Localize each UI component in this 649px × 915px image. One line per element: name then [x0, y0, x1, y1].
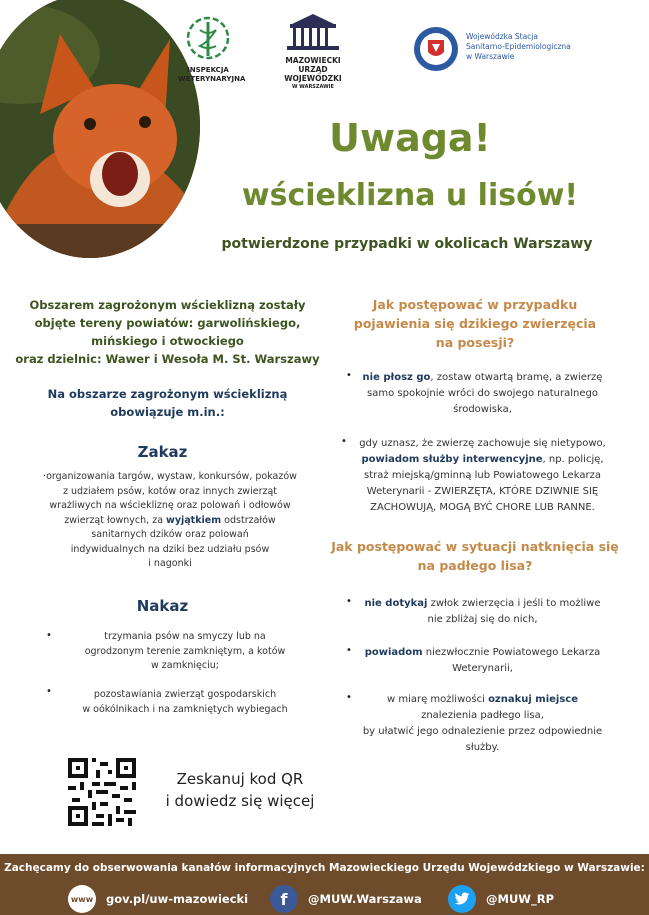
page-subtitle: wścieklizna u lisów! — [241, 178, 579, 213]
obowiazuje-line: Na obszarze zagrożonym wścieklizną — [47, 387, 288, 401]
b3-line: by ułatwić jego odnalezienie przez odpowiednie — [362, 726, 603, 737]
tagline: potwierdzone przypadki w okolicach Warszawy — [221, 236, 593, 252]
facebook-label: @MUW.Warszawa — [308, 892, 422, 906]
twitter-label: @MUW_RP — [486, 892, 555, 906]
muw-logo — [272, 12, 354, 92]
facebook-icon: f — [270, 885, 298, 913]
zakaz-line: wrażliwych na wściekliznę oraz polowań i odłowów — [49, 500, 291, 511]
muw-line2: URZĄD WOJEWÓDZKI — [284, 65, 342, 83]
eagle-badge-icon — [413, 26, 459, 72]
a1-text: , zostaw otwartą bramę, a zwierzę — [430, 372, 603, 383]
nakaz-line: ogrodzonym terenie zamkniętym, a kotów — [84, 645, 286, 657]
zakaz-line: ·organizowania targów, wystaw, konkursów, pokazów — [43, 471, 297, 482]
question-1 — [320, 295, 630, 352]
b1-bold: nie dotykaj — [364, 598, 428, 609]
a1-bold: nie płosz go — [362, 372, 431, 383]
building-icon — [282, 12, 344, 52]
twitter-icon — [448, 885, 476, 913]
a2-text: , np. policję, — [542, 454, 604, 465]
bullet: • — [346, 370, 352, 381]
obligations-intro — [10, 385, 325, 421]
b3-text: w miarę możliwości — [386, 694, 485, 705]
inspekcja-name: INSPEKCJA WETERYNARYJNA — [178, 66, 246, 83]
wsse-line1: Wojewódzka Stacja — [466, 32, 538, 41]
wsse-name — [466, 32, 616, 62]
zakaz-line: i nagonki — [148, 558, 192, 569]
wsse-badge — [413, 26, 459, 72]
inspekcja-logo — [178, 14, 246, 84]
bullet: • — [346, 596, 352, 607]
footer-facebook-link[interactable] — [270, 885, 422, 913]
nakaz-line: pozostawiania zwierząt gospodarskich — [93, 689, 277, 700]
www-label: gov.pl/uw-mazowiecki — [106, 892, 249, 906]
bullet: • — [46, 630, 52, 641]
nakaz-line: w zamknięciu; — [151, 660, 219, 671]
qr-caption — [150, 768, 330, 812]
a1-line: środowiska, — [453, 404, 512, 415]
threat-area-text — [10, 296, 325, 368]
q1-line: pojawienia się dzikiego zwierzęcia — [353, 316, 597, 331]
qr-line: Zeskanuj kod QR — [176, 770, 304, 788]
b3-line: służby. — [465, 742, 500, 753]
fox-photo — [0, 0, 200, 258]
answer-5 — [335, 692, 630, 756]
qr-pattern — [68, 758, 136, 826]
a2-bold: powiadom służby interwencyjne — [361, 454, 543, 465]
caduceus-icon — [178, 14, 238, 62]
zakaz-heading: Zakaz — [137, 443, 188, 461]
nakaz-heading: Nakaz — [136, 597, 189, 615]
zakaz-line — [20, 514, 320, 529]
obowiazuje-line: obowiązuje m.in.: — [110, 405, 225, 419]
bullet: • — [46, 686, 52, 697]
fox-illustration — [0, 0, 200, 258]
intro-line: mińskiego i otwockiego — [91, 334, 244, 348]
qr-line: i dowiedz się więcej — [165, 792, 315, 810]
bullet: • — [346, 692, 352, 703]
wsse-line3: w Warszawie — [466, 52, 515, 61]
q2-line: Jak postępować w sytuacji natknięcia się — [331, 539, 619, 554]
b3-bold: oznakuj miejsce — [488, 694, 579, 705]
answer-1 — [335, 370, 630, 418]
intro-line: oraz dzielnic: Wawer i Wesoła M. St. Warszawy — [15, 352, 320, 366]
b2-text: niezwłocznie Powiatowego Lekarza — [422, 647, 601, 658]
q1-line: na posesji? — [435, 335, 515, 350]
bird-icon — [454, 892, 470, 906]
answer-4 — [335, 645, 630, 677]
a2-line: gdy uznasz, że zwierzę zachowuje się nietypowo, — [359, 438, 606, 449]
footer-title: Zachęcamy do obserwowania kanałów informacyjnych Mazowieckiego Urzędu Wojewódzkiego w Warszawie: — [4, 862, 645, 874]
zakaz-line: indywidualnych na dziki bez udziału psów — [70, 543, 270, 555]
a2-line: Weterynarii - ZWIERZĘTA, KTÓRE DZIWNIE SIĘ — [366, 486, 599, 497]
zakaz-text: odstrzałów — [224, 514, 276, 526]
zakaz-line: z udziałem psów, kotów oraz innych zwierząt — [62, 485, 278, 497]
bullet: • — [341, 436, 347, 447]
zakaz-text: zwierząt łownych, za — [64, 514, 164, 526]
muw-line3: W WARSZAWIE — [292, 84, 334, 90]
page-title: Uwaga! — [329, 116, 491, 160]
globe-icon: www — [68, 885, 96, 913]
b2-bold: powiadom — [364, 647, 423, 658]
a1-line: samo spokojnie wróci do swojego naturalnego — [367, 388, 598, 399]
answer-2 — [335, 436, 630, 516]
b1-text: zwłok zwierzęcia i jeśli to możliwe — [427, 598, 601, 609]
bullet: • — [346, 645, 352, 656]
b3-line: znalezienia padłego lisa, — [421, 710, 544, 721]
nakaz-item-1 — [60, 630, 310, 674]
nakaz-line: trzymania psów na smyczy lub na — [104, 631, 266, 642]
muw-line1: MAZOWIECKI — [285, 56, 341, 65]
qr-code[interactable] — [68, 758, 136, 826]
footer-twitter-link[interactable] — [448, 885, 554, 913]
footer-www-link[interactable] — [68, 885, 248, 913]
question-2 — [320, 537, 630, 575]
answer-3 — [335, 596, 630, 628]
zakaz-list — [20, 470, 320, 572]
intro-line: objęte tereny powiatów: garwolińskiego, — [34, 316, 301, 330]
a2-line: straż miejską/gminną lub Powiatowego Lekarza — [364, 470, 601, 481]
nakaz-item-2 — [60, 688, 310, 717]
b1-line: nie zbliżaj się do nich, — [427, 614, 538, 625]
nakaz-line: w oókólnikach i na zamkniętych wybiegach — [82, 703, 288, 715]
wsse-line2: Sanitarno-Epidemiologiczna — [466, 42, 571, 51]
b2-line: Weterynarii, — [452, 663, 513, 674]
q1-line: Jak postępować w przypadku — [372, 297, 578, 312]
a2-line: ZACHOWUJĄ, MOGĄ BYĆ CHORE LUB RANNE. — [370, 502, 595, 513]
zakaz-bold: wyjątkiem — [166, 514, 222, 526]
intro-line: Obszarem zagrożonym wścieklizną zostały — [29, 298, 306, 312]
zakaz-line: sanitarnych dzików oraz polowań — [91, 529, 249, 540]
q2-line: na padłego lisa? — [417, 558, 533, 573]
